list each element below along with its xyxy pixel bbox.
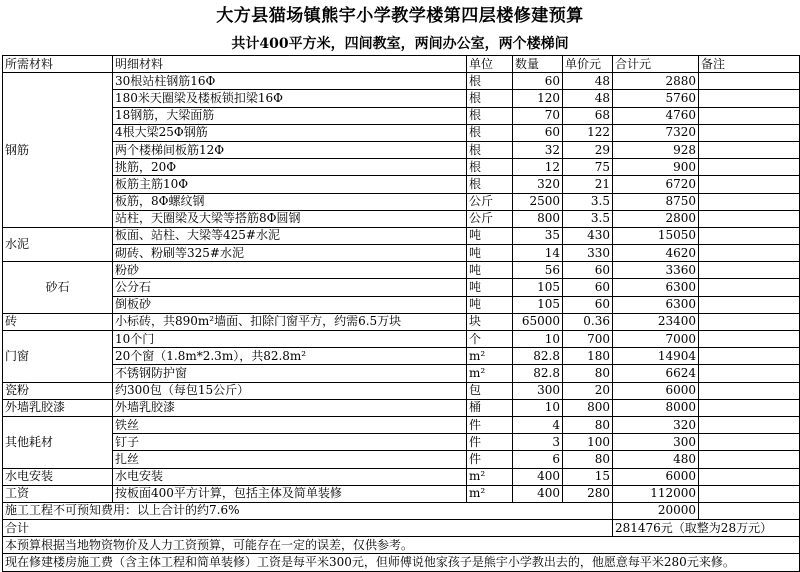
cell-price: 80 xyxy=(563,451,613,468)
table-row xyxy=(3,176,800,193)
note-2: 现在修建楼房施工费（含主体工程和简单装修）工资是每平米300元，但师傅说他家孩子是熊宇小学教出去的，他愿意每平米280元来修。 xyxy=(3,554,800,571)
cell-notes xyxy=(699,124,800,141)
cell-item: 砌砖、粉刷等325#水泥 xyxy=(113,245,467,262)
cell-item: 10个门 xyxy=(113,331,467,348)
grand-total-label: 合计 xyxy=(3,520,613,537)
cell-notes xyxy=(699,262,800,279)
page-subtitle: 共计400平方米，四间教室，两间办公室，两个楼梯间 xyxy=(231,36,569,52)
cell-notes xyxy=(699,416,800,433)
cell-total: 8750 xyxy=(613,193,699,210)
cell-qty: 60 xyxy=(513,124,563,141)
cell-notes xyxy=(699,176,800,193)
cell-unit: 公斤 xyxy=(467,193,513,210)
cell-qty: 320 xyxy=(513,176,563,193)
note-row-1 xyxy=(3,537,800,554)
table-row xyxy=(3,245,800,262)
cell-qty: 4 xyxy=(513,416,563,433)
table-row xyxy=(3,227,800,244)
cell-notes xyxy=(699,451,800,468)
note-1: 本预算根据当地物资物价及人力工资预算，可能存在一定的误差，仅供参考。 xyxy=(3,537,800,554)
cell-price: 20 xyxy=(563,382,613,399)
cell-price: 60 xyxy=(563,279,613,296)
cell-price: 430 xyxy=(563,227,613,244)
table-row xyxy=(3,90,800,107)
cell-total: 2800 xyxy=(613,210,699,227)
cell-item: 按板面400平方计算，包括主体及简单装修 xyxy=(113,485,467,502)
cell-price: 48 xyxy=(563,90,613,107)
cell-qty: 300 xyxy=(513,382,563,399)
table-row xyxy=(3,416,800,433)
cell-qty: 14 xyxy=(513,245,563,262)
cell-total: 15050 xyxy=(613,227,699,244)
note-row-2 xyxy=(3,554,800,571)
table-row xyxy=(3,382,800,399)
cell-item: 4根大梁25Φ钢筋 xyxy=(113,124,467,141)
cell-qty: 3 xyxy=(513,434,563,451)
cell-total: 14904 xyxy=(613,348,699,365)
cell-price: 122 xyxy=(563,124,613,141)
cell-price: 75 xyxy=(563,159,613,176)
cell-unit: 个 xyxy=(467,331,513,348)
cell-total: 480 xyxy=(613,451,699,468)
cell-total: 320 xyxy=(613,416,699,433)
cell-unit: m² xyxy=(467,365,513,382)
cell-item: 小标砖，共890m²墙面、扣除门窗平方，约需6.5万块 xyxy=(113,313,467,330)
table-row xyxy=(3,451,800,468)
cell-total: 23400 xyxy=(613,313,699,330)
cell-qty: 10 xyxy=(513,331,563,348)
header-detail: 明细材料 xyxy=(113,56,467,73)
cell-notes xyxy=(699,399,800,416)
cell-item: 板筋，8Φ螺纹钢 xyxy=(113,193,467,210)
table-row xyxy=(3,296,800,313)
cell-notes xyxy=(699,331,800,348)
cell-price: 48 xyxy=(563,73,613,90)
cell-qty: 2500 xyxy=(513,193,563,210)
cell-total: 6000 xyxy=(613,468,699,485)
cell-notes xyxy=(699,227,800,244)
cell-total: 8000 xyxy=(613,399,699,416)
cell-item: 挑筋，20Φ xyxy=(113,159,467,176)
cell-unit: 件 xyxy=(467,451,513,468)
cell-total: 5760 xyxy=(613,90,699,107)
cell-unit: 根 xyxy=(467,141,513,158)
cell-unit: 包 xyxy=(467,382,513,399)
grand-total-value: 281476元（取整为28万元） xyxy=(613,520,800,537)
budget-table xyxy=(2,55,800,572)
cell-notes xyxy=(699,365,800,382)
page-title: 大方县猫场镇熊宇小学教学楼第四层楼修建预算 xyxy=(216,6,584,26)
cell-qty: 400 xyxy=(513,468,563,485)
cell-notes xyxy=(699,141,800,158)
cell-price: 80 xyxy=(563,365,613,382)
cell-price: 0.36 xyxy=(563,313,613,330)
cell-price: 60 xyxy=(563,296,613,313)
cell-notes xyxy=(699,296,800,313)
unforeseen-notes xyxy=(699,502,800,519)
cell-unit: m² xyxy=(467,485,513,502)
cell-unit: 吨 xyxy=(467,245,513,262)
group-plumbing: 水电安装 xyxy=(3,468,113,485)
cell-qty: 120 xyxy=(513,90,563,107)
table-row xyxy=(3,468,800,485)
cell-total: 900 xyxy=(613,159,699,176)
cell-qty: 35 xyxy=(513,227,563,244)
cell-unit: 根 xyxy=(467,90,513,107)
cell-price: 700 xyxy=(563,331,613,348)
cell-unit: m² xyxy=(467,468,513,485)
grand-total-row xyxy=(3,520,800,537)
cell-qty: 400 xyxy=(513,485,563,502)
cell-total: 4620 xyxy=(613,245,699,262)
cell-qty: 82.8 xyxy=(513,348,563,365)
cell-price: 3.5 xyxy=(563,210,613,227)
table-row xyxy=(3,485,800,502)
table-row xyxy=(3,141,800,158)
cell-unit: 公斤 xyxy=(467,210,513,227)
cell-item: 18钢筋，大梁面筋 xyxy=(113,107,467,124)
unforeseen-total: 20000 xyxy=(613,502,699,519)
cell-price: 15 xyxy=(563,468,613,485)
cell-item: 板面、站柱、大梁等425#水泥 xyxy=(113,227,467,244)
header-material: 所需材料 xyxy=(3,56,113,73)
cell-total: 3360 xyxy=(613,262,699,279)
table-body xyxy=(3,73,800,503)
cell-qty: 10 xyxy=(513,399,563,416)
table-row xyxy=(3,331,800,348)
cell-price: 60 xyxy=(563,262,613,279)
cell-item: 板筋主筋10Φ xyxy=(113,176,467,193)
group-paint: 外墙乳胶漆 xyxy=(3,399,113,416)
header-row xyxy=(3,56,800,73)
cell-total: 6624 xyxy=(613,365,699,382)
cell-price: 29 xyxy=(563,141,613,158)
cell-item: 约300包（每包15公斤） xyxy=(113,382,467,399)
cell-total: 7320 xyxy=(613,124,699,141)
cell-price: 80 xyxy=(563,416,613,433)
cell-qty: 105 xyxy=(513,279,563,296)
cell-total: 7000 xyxy=(613,331,699,348)
group-tile: 瓷粉 xyxy=(3,382,113,399)
header-notes: 备注 xyxy=(699,56,800,73)
cell-item: 180米天圈梁及楼板锁扣梁16Φ xyxy=(113,90,467,107)
cell-qty: 12 xyxy=(513,159,563,176)
cell-notes xyxy=(699,485,800,502)
cell-notes xyxy=(699,245,800,262)
table-row xyxy=(3,348,800,365)
cell-item: 站柱，天圈梁及大梁等搭筋8Φ圆钢 xyxy=(113,210,467,227)
cell-item: 两个楼梯间板筋12Φ xyxy=(113,141,467,158)
group-cement: 水泥 xyxy=(3,227,113,261)
cell-qty: 65000 xyxy=(513,313,563,330)
cell-unit: 桶 xyxy=(467,399,513,416)
cell-item: 扎丝 xyxy=(113,451,467,468)
cell-item: 水电安装 xyxy=(113,468,467,485)
cell-item: 铁丝 xyxy=(113,416,467,433)
header-total: 合计元 xyxy=(613,56,699,73)
cell-qty: 56 xyxy=(513,262,563,279)
cell-total: 6300 xyxy=(613,279,699,296)
cell-total: 2880 xyxy=(613,73,699,90)
table-row xyxy=(3,159,800,176)
cell-total: 112000 xyxy=(613,485,699,502)
cell-price: 800 xyxy=(563,399,613,416)
header-qty: 数量 xyxy=(513,56,563,73)
cell-notes xyxy=(699,90,800,107)
cell-notes xyxy=(699,107,800,124)
cell-price: 180 xyxy=(563,348,613,365)
table-row xyxy=(3,399,800,416)
cell-unit: 根 xyxy=(467,73,513,90)
table-row xyxy=(3,434,800,451)
cell-total: 300 xyxy=(613,434,699,451)
cell-price: 330 xyxy=(563,245,613,262)
cell-unit: 吨 xyxy=(467,279,513,296)
group-brick: 砖 xyxy=(3,313,113,330)
cell-qty: 60 xyxy=(513,73,563,90)
cell-item: 粉砂 xyxy=(113,262,467,279)
cell-unit: 件 xyxy=(467,416,513,433)
cell-item: 倒板砂 xyxy=(113,296,467,313)
group-rebar: 钢筋 xyxy=(3,73,113,228)
cell-notes xyxy=(699,210,800,227)
cell-item: 钉子 xyxy=(113,434,467,451)
cell-qty: 70 xyxy=(513,107,563,124)
cell-price: 68 xyxy=(563,107,613,124)
table-row xyxy=(3,193,800,210)
cell-notes xyxy=(699,279,800,296)
cell-unit: m² xyxy=(467,348,513,365)
table-row xyxy=(3,365,800,382)
cell-notes xyxy=(699,73,800,90)
cell-total: 6000 xyxy=(613,382,699,399)
table-row xyxy=(3,262,800,279)
cell-notes xyxy=(699,382,800,399)
cell-price: 100 xyxy=(563,434,613,451)
cell-unit: 根 xyxy=(467,107,513,124)
cell-price: 21 xyxy=(563,176,613,193)
cell-unit: 件 xyxy=(467,434,513,451)
cell-unit: 根 xyxy=(467,124,513,141)
group-misc: 其他耗材 xyxy=(3,416,113,468)
cell-unit: 根 xyxy=(467,176,513,193)
table-row xyxy=(3,73,800,90)
cell-total: 4760 xyxy=(613,107,699,124)
cell-notes xyxy=(699,159,800,176)
group-gravel: 砂石 xyxy=(3,262,113,314)
cell-qty: 6 xyxy=(513,451,563,468)
cell-qty: 32 xyxy=(513,141,563,158)
header-unit: 单位 xyxy=(467,56,513,73)
cell-qty: 800 xyxy=(513,210,563,227)
unforeseen-row xyxy=(3,502,800,519)
cell-notes xyxy=(699,193,800,210)
header-price: 单价元 xyxy=(563,56,613,73)
cell-notes xyxy=(699,348,800,365)
cell-total: 6720 xyxy=(613,176,699,193)
cell-total: 928 xyxy=(613,141,699,158)
table-row xyxy=(3,210,800,227)
cell-price: 280 xyxy=(563,485,613,502)
group-labor: 工资 xyxy=(3,485,113,502)
cell-notes xyxy=(699,313,800,330)
cell-item: 不锈钢防护窗 xyxy=(113,365,467,382)
cell-notes xyxy=(699,434,800,451)
cell-unit: 吨 xyxy=(467,296,513,313)
cell-item: 公分石 xyxy=(113,279,467,296)
cell-total: 6300 xyxy=(613,296,699,313)
table-row xyxy=(3,279,800,296)
cell-unit: 吨 xyxy=(467,262,513,279)
cell-price: 3.5 xyxy=(563,193,613,210)
unforeseen-label: 施工工程不可预知费用：以上合计的约7.6% xyxy=(3,502,613,519)
cell-unit: 根 xyxy=(467,159,513,176)
cell-qty: 105 xyxy=(513,296,563,313)
cell-item: 20个窗（1.8m*2.3m），共82.8m² xyxy=(113,348,467,365)
cell-qty: 82.8 xyxy=(513,365,563,382)
cell-item: 30根站柱钢筋16Φ xyxy=(113,73,467,90)
table-row xyxy=(3,313,800,330)
cell-notes xyxy=(699,468,800,485)
cell-unit: 块 xyxy=(467,313,513,330)
group-doors: 门窗 xyxy=(3,331,113,383)
cell-unit: 吨 xyxy=(467,227,513,244)
table-row xyxy=(3,124,800,141)
table-row xyxy=(3,107,800,124)
cell-item: 外墙乳胶漆 xyxy=(113,399,467,416)
